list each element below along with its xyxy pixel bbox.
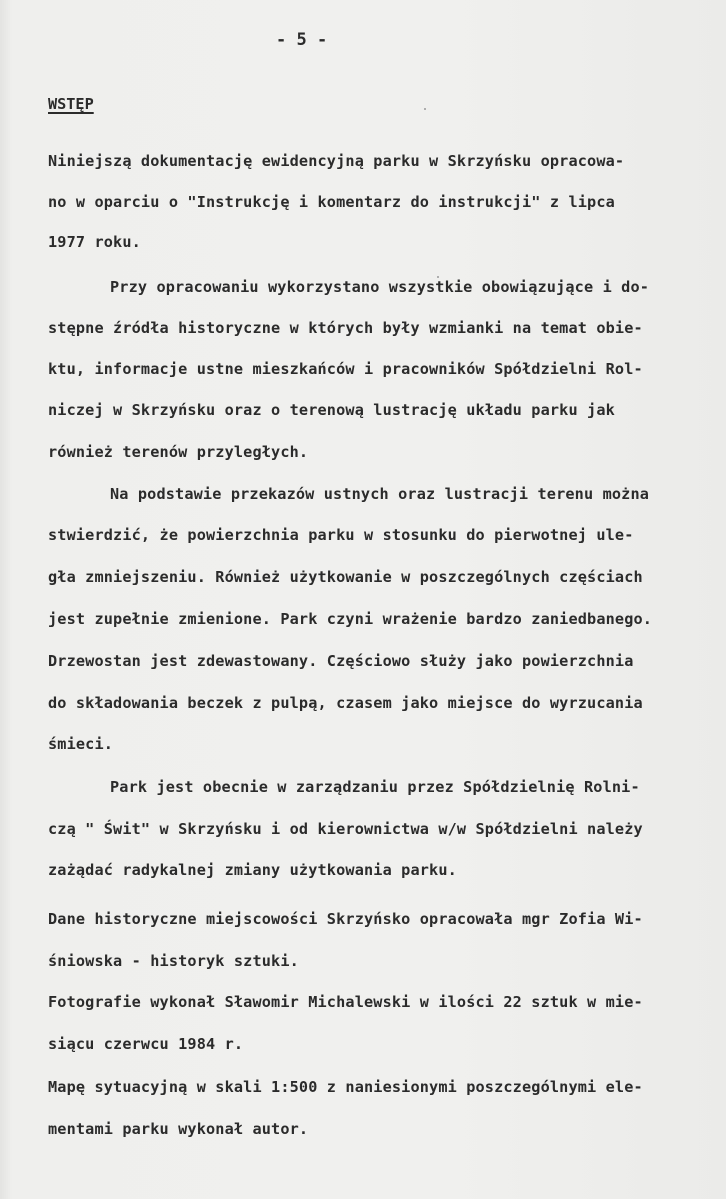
paragraph-2-line-1: Przy opracowaniu wykorzystano wszystkie obowiązujące i do- bbox=[110, 278, 650, 296]
paragraph-1-line-1: Niniejszą dokumentację ewidencyjną parku w Skrzyńsku opracowa- bbox=[48, 152, 625, 170]
paragraph-1-line-2: no w oparciu o "Instrukcję i komentarz do instrukcji" z lipca bbox=[48, 193, 615, 211]
scan-speck bbox=[424, 108, 426, 110]
paragraph-2-line-2: stępne źródła historyczne w których były wzmianki na temat obie- bbox=[48, 319, 643, 337]
paragraph-3-line-5: Drzewostan jest zdewastowany. Częściowo służy jako powierzchnia bbox=[48, 652, 634, 670]
paragraph-2-line-4: niczej w Skrzyńsku oraz o terenową lustrację układu parku jak bbox=[48, 401, 615, 419]
paragraph-2-line-5: również terenów przyległych. bbox=[48, 443, 309, 461]
paragraph-3-line-3: gła zmniejszeniu. Również użytkowanie w poszczególnych częściach bbox=[48, 568, 643, 586]
paragraph-6-line-1: Fotografie wykonał Sławomir Michalewski w ilości 22 sztuk w mie- bbox=[48, 993, 643, 1011]
paragraph-6-line-2: siącu czerwcu 1984 r. bbox=[48, 1035, 244, 1053]
paragraph-4-line-1: Park jest obecnie w zarządzaniu przez Spółdzielnię Rolni- bbox=[110, 778, 640, 796]
paragraph-5-line-1: Dane historyczne miejscowości Skrzyńsko opracowała mgr Zofia Wi- bbox=[48, 910, 643, 928]
paragraph-3-line-4: jest zupełnie zmienione. Park czyni wrażenie bardzo zaniedbanego. bbox=[48, 610, 653, 628]
section-heading: WSTĘP bbox=[48, 95, 94, 113]
paragraph-2-line-3: ktu, informacje ustne mieszkańców i pracowników Spółdzielni Rol- bbox=[48, 360, 643, 378]
paragraph-3-line-7: śmieci. bbox=[48, 735, 114, 753]
paragraph-3-line-1: Na podstawie przekazów ustnych oraz lustracji terenu można bbox=[110, 485, 650, 503]
scan-speck bbox=[437, 276, 439, 278]
paragraph-4-line-3: zażądać radykalnej zmiany użytkowania parku. bbox=[48, 861, 457, 879]
paragraph-3-line-2: stwierdzić, że powierzchnia parku w stosunku do pierwotnej ule- bbox=[48, 526, 634, 544]
paragraph-5-line-2: śniowska - historyk sztuki. bbox=[48, 952, 299, 970]
page-number: - 5 - bbox=[276, 30, 328, 50]
paragraph-1-line-3: 1977 roku. bbox=[48, 233, 141, 251]
paragraph-4-line-2: czą " Świt" w Skrzyńsku i od kierownictwa w/w Spółdzielni należy bbox=[48, 820, 643, 838]
paragraph-3-line-6: do składowania beczek z pulpą, czasem jako miejsce do wyrzucania bbox=[48, 694, 643, 712]
paragraph-7-line-2: mentami parku wykonał autor. bbox=[48, 1120, 309, 1138]
paragraph-7-line-1: Mapę sytuacyjną w skali 1:500 z naniesionymi poszczególnymi ele- bbox=[48, 1078, 643, 1096]
